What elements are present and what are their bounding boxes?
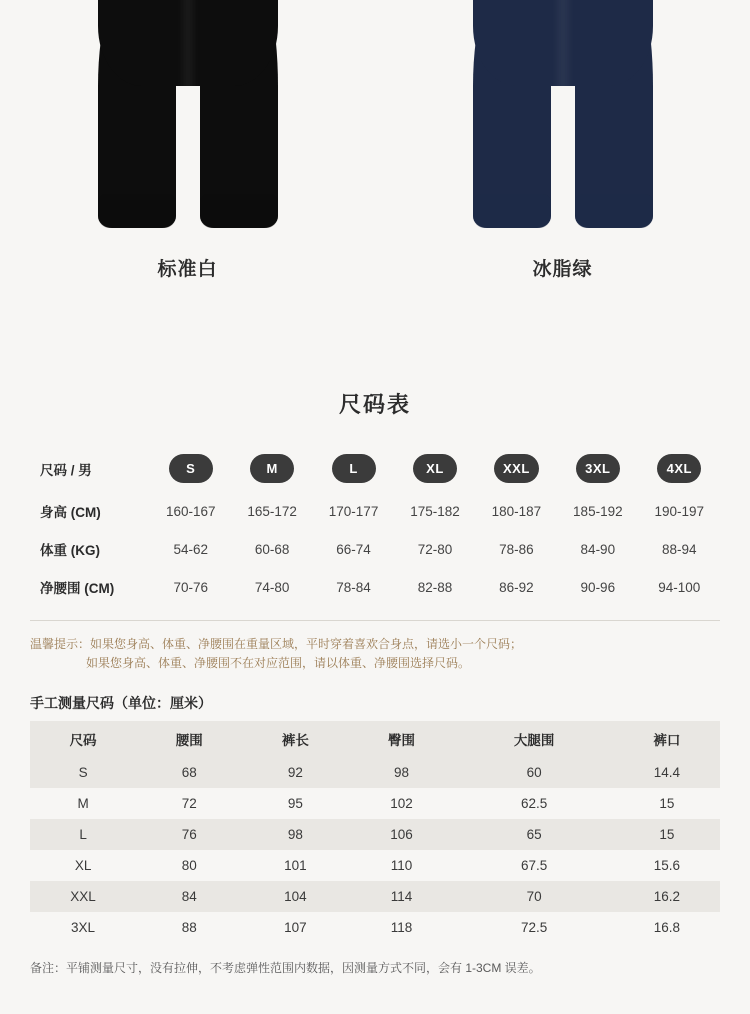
pants-highlight [558, 0, 568, 216]
table-row [30, 492, 720, 530]
manual-column-header: 裤口 [653, 733, 681, 749]
size-chart-cell: 74-80 [254, 579, 290, 595]
manual-cell: L [79, 827, 87, 843]
manual-cell: 88 [181, 920, 197, 936]
size-notes [30, 635, 720, 673]
size-chart-cell: 160-167 [165, 503, 216, 519]
size-pill-label: 3XL [576, 454, 620, 483]
size-pill-label: 4XL [657, 454, 701, 483]
manual-column-header: 裤长 [281, 733, 309, 749]
manual-cell: S [78, 765, 88, 781]
size-pill-xxl[interactable] [476, 445, 557, 492]
manual-cell: 104 [284, 889, 307, 905]
table-row-header [30, 445, 720, 492]
size-chart-cell: 90-96 [580, 579, 616, 595]
manual-cell: 72 [181, 796, 197, 812]
pants-image-black[interactable] [88, 0, 288, 228]
pants-image-navy[interactable] [463, 0, 663, 228]
size-note-line-2: 如果您身高、体重、净腰围不在对应范围，请以体重、净腰围选择尺码。 [86, 656, 471, 671]
size-chart-cell: 185-192 [573, 503, 623, 519]
manual-cell: 60 [526, 765, 542, 781]
size-chart-header-label: 尺码 / 男 [40, 462, 92, 478]
size-pill-label: L [332, 454, 376, 483]
manual-cell: 114 [390, 889, 413, 905]
manual-cell: 67.5 [521, 858, 548, 874]
table-row [30, 568, 720, 606]
manual-cell: 68 [181, 765, 197, 781]
manual-cell: 14.4 [653, 765, 681, 781]
manual-cell: XL [74, 858, 92, 874]
size-chart-cell: 94-100 [658, 579, 701, 595]
size-pill-l[interactable] [313, 445, 394, 492]
size-chart-row-label: 净腰围 (CM) [40, 581, 115, 596]
table-row [30, 819, 720, 850]
size-chart-cell: 78-84 [336, 579, 371, 595]
manual-cell: 102 [390, 796, 413, 812]
size-pill-label: XL [413, 454, 457, 483]
size-chart-cell: 165-172 [247, 503, 297, 519]
size-chart-cell: 72-80 [417, 541, 453, 557]
size-pill-label: S [169, 454, 213, 483]
manual-cell: 16.2 [653, 889, 681, 905]
table-row [30, 881, 720, 912]
size-chart-cell: 84-90 [580, 541, 616, 557]
manual-cell: 15 [659, 796, 675, 812]
manual-cell: 65 [526, 827, 542, 843]
manual-cell: 15.6 [653, 858, 681, 874]
size-chart-cell: 54-62 [173, 541, 208, 557]
size-chart-cell: 66-74 [336, 541, 371, 557]
size-pill-3xl[interactable] [557, 445, 638, 492]
manual-cell: 98 [393, 765, 409, 781]
pants-highlight [183, 0, 193, 216]
size-pill-4xl[interactable] [639, 445, 720, 492]
size-chart-cell: 60-68 [254, 541, 290, 557]
table-row [30, 850, 720, 881]
product-variant[interactable] [0, 0, 375, 330]
size-chart-cell: 190-197 [654, 503, 705, 519]
manual-cell: 107 [284, 920, 307, 936]
pants-left-cuff [98, 194, 176, 228]
manual-cell: 101 [284, 858, 307, 874]
size-pill-label: M [250, 454, 294, 483]
size-pill-xl[interactable] [394, 445, 475, 492]
table-row [30, 788, 720, 819]
manual-cell: 3XL [71, 920, 96, 936]
manual-chart-title: 手工测量尺码（单位：厘米） [30, 695, 212, 712]
size-pill-label: XXL [494, 454, 539, 483]
size-chart-cell: 82-88 [417, 579, 453, 595]
size-chart-cell: 170-177 [328, 503, 379, 519]
manual-column-header: 腰围 [175, 733, 203, 749]
table-row [30, 912, 720, 943]
manual-column-header: 大腿围 [513, 733, 555, 749]
size-chart-cell: 70-76 [173, 579, 208, 595]
manual-cell: 84 [181, 889, 197, 905]
manual-cell: XXL [70, 889, 96, 905]
product-variant[interactable] [375, 0, 750, 330]
manual-measure-table [30, 721, 720, 943]
manual-cell: 62.5 [521, 796, 548, 812]
manual-cell: 15 [659, 827, 675, 843]
table-row [30, 530, 720, 568]
size-chart-row-label: 体重 (KG) [40, 543, 100, 558]
pants-right-cuff [200, 194, 278, 228]
size-chart-cell: 78-86 [499, 541, 534, 557]
manual-column-header: 臀围 [387, 733, 415, 749]
manual-cell: 92 [287, 765, 303, 781]
manual-cell: 72.5 [521, 920, 548, 936]
size-chart-table [30, 445, 720, 621]
manual-cell: 118 [390, 920, 413, 936]
pants-right-cuff [575, 194, 653, 228]
size-chart-cell: 175-182 [410, 503, 460, 519]
size-note-line-1: 温馨提示：如果您身高、体重、净腰围在重量区域，平时穿着喜欢合身点，请选小一个尺码； [30, 637, 523, 651]
table-row [30, 757, 720, 788]
manual-cell: 110 [390, 858, 413, 874]
manual-column-header: 尺码 [69, 733, 97, 749]
size-pill-m[interactable] [231, 445, 312, 492]
manual-cell: 76 [181, 827, 197, 843]
size-chart-title: 尺码表 [338, 392, 411, 417]
pants-left-cuff [473, 194, 551, 228]
manual-cell: 16.8 [653, 920, 681, 936]
size-chart-cell: 180-187 [491, 503, 542, 519]
color-name-label: 标准白 [157, 259, 218, 280]
manual-cell: 70 [526, 889, 542, 905]
size-pill-s[interactable] [150, 445, 231, 492]
product-color-gallery [0, 0, 750, 330]
manual-cell: 80 [181, 858, 197, 874]
table-header-row [30, 721, 720, 757]
manual-cell: M [77, 796, 89, 812]
measure-remark: 备注：平铺测量尺寸，没有拉伸，不考虑弹性范围内数据，因测量方式不同，会有 1-3CM 误差。 [30, 961, 541, 976]
size-chart-cell: 86-92 [499, 579, 534, 595]
size-chart-cell: 88-94 [662, 541, 697, 557]
manual-cell: 95 [287, 796, 303, 812]
size-chart-row-label: 身高 (CM) [40, 505, 101, 520]
manual-cell: 98 [287, 827, 303, 843]
color-name-label: 冰脂绿 [532, 259, 593, 280]
manual-cell: 106 [390, 827, 413, 843]
